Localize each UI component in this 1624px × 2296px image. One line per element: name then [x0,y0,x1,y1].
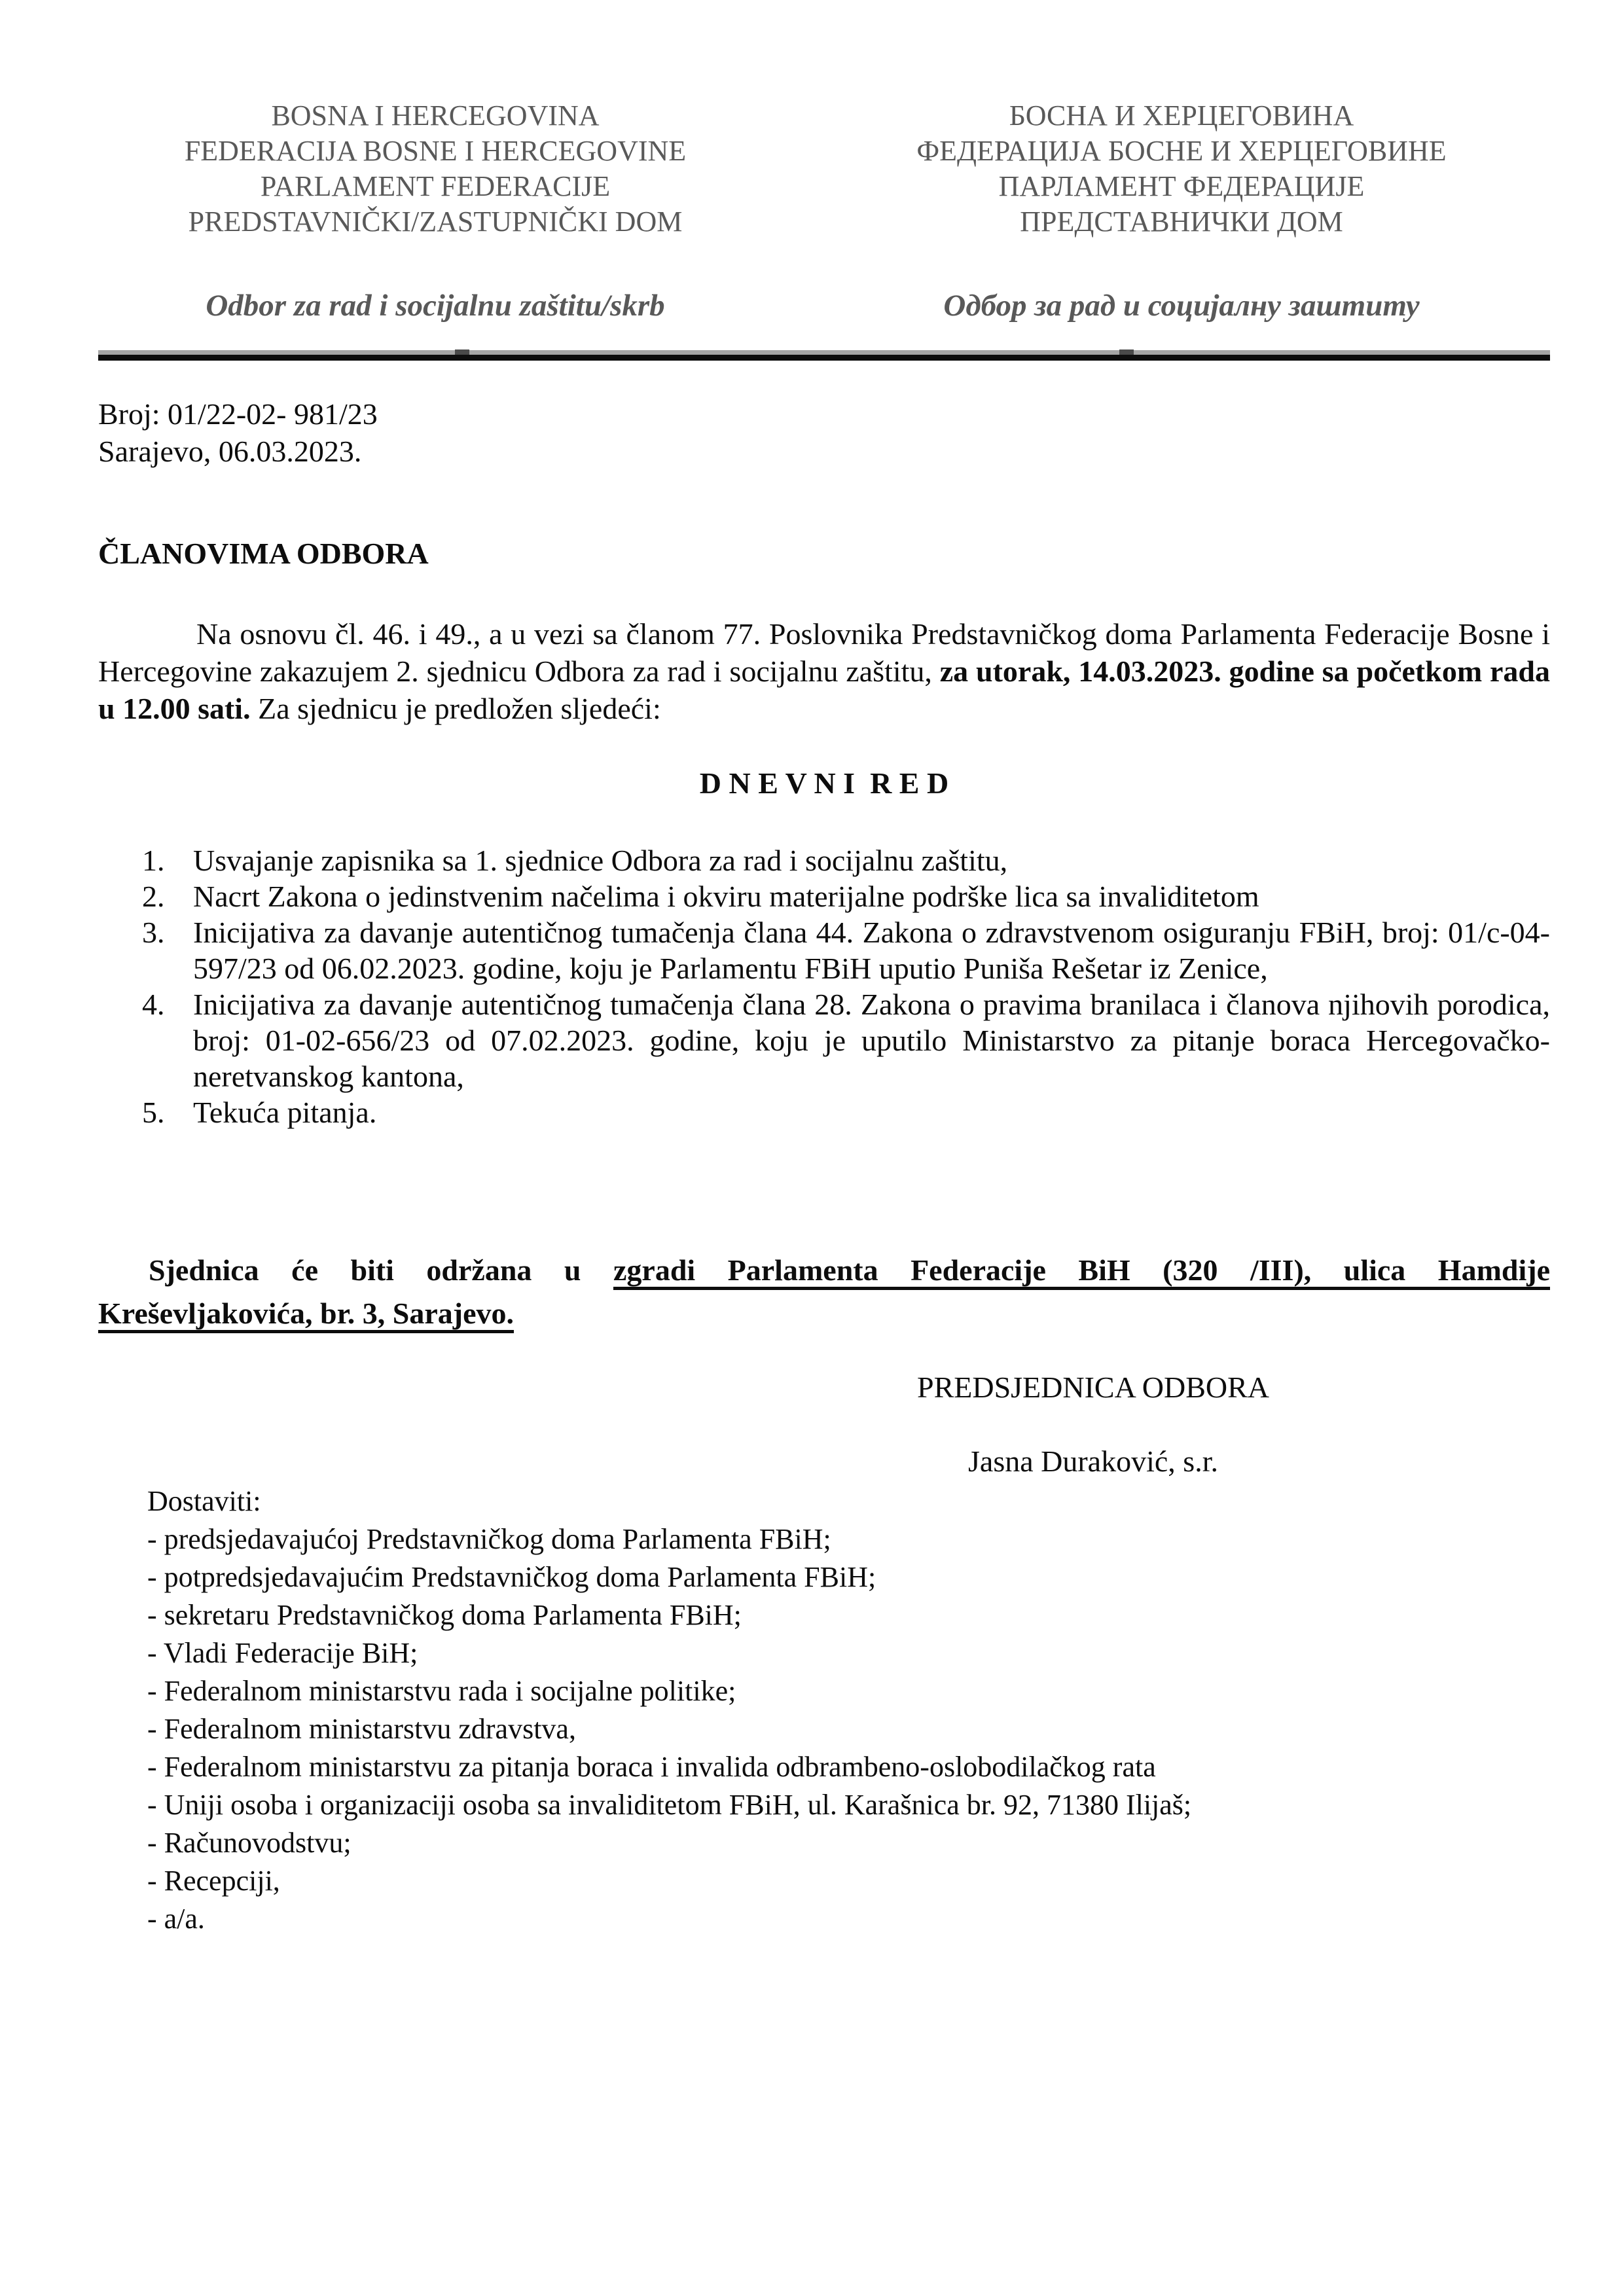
signature-role: PREDSJEDNICA ODBORA [916,1371,1270,1404]
reference-block [98,395,378,470]
distribution-item: - Federalnom ministarstvu rada i socijalne politike; [147,1675,736,1707]
distribution-item: - Federalnom ministarstvu zdravstva, [147,1713,576,1745]
agenda-item [98,986,1550,1094]
distribution-list [147,1482,1191,1938]
committee-name-latin: Odbor za rad i socijalnu zaštitu/skrb [206,289,665,323]
separator-rule-black-band [98,355,1550,361]
distribution-item: - sekretaru Predstavničkog doma Parlamenta FBiH; [147,1599,742,1631]
intro-text-end: Za sjednicu je predložen sljedeći: [250,692,661,725]
org-line-country-cyrillic: БОСНА И ХЕРЦЕГОВИНА [1009,99,1354,132]
distribution-item: - Uniji osoba i organizaciji osoba sa invaliditetom FBiH, ul. Karašnica br. 92, 71380 Ilijaš; [147,1789,1192,1821]
agenda-item-text: Nacrt Zakona o jedinstvenim načelima i okviru materijalne podrške lica sa invaliditetom [193,880,1259,913]
venue-text-start: Sjednica će biti održana u [149,1253,613,1287]
agenda-list [98,842,1550,1130]
agenda-item-number: 1. [142,844,165,877]
distribution-heading: Dostaviti: [147,1485,261,1517]
org-line-house-cyrillic: ПРЕДСТАВНИЧКИ ДОМ [1020,206,1343,238]
venue-text-underlined-1: zgradi Parlamenta Federacije BiH (320 /III), ulica Hamdije [613,1253,1550,1287]
agenda-item-text: Inicijativa za davanje autentičnog tumačenja člana 28. Zakona o pravima branilaca i članova njihovih porodica, broj: 01-02-656/23 od 07.02.2023. godine, koju je uputilo Ministarstvo za pitanje boraca Hercegovačko-neretvanskog kantona, [193,988,1550,1093]
org-line-parliament-cyrillic: ПАРЛАМЕНТ ФЕДЕРАЦИЈЕ [998,170,1365,202]
letterhead [98,98,1519,240]
agenda-item-text: Inicijativa za davanje autentičnog tumačenja člana 44. Zakona o zdravstvenom osiguranju FBiH, broj: 01/c-04-597/23 od 06.02.2023. godine, koju je Parlamentu FBiH uputio Puniša Rešetar iz Zenice, [193,916,1550,985]
rule-nub-left [455,350,469,355]
signature-name: Jasna Duraković, s.r. [968,1444,1218,1478]
agenda-item [98,842,1550,878]
distribution-item: - Federalnom ministarstvu za pitanja boraca i invalida odbrambeno-oslobodilačkog rata [147,1751,1156,1783]
venue-line-2 [98,1292,1550,1335]
venue-notice [98,1249,1550,1335]
separator-rule [98,350,1550,361]
distribution-item: - potpredsjedavajućim Predstavničkog doma Parlamenta FBiH; [147,1561,876,1593]
org-line-federation-cyrillic: ФЕДЕРАЦИЈА БОСНЕ И ХЕРЦЕГОВИНЕ [916,135,1447,167]
agenda-item [98,914,1550,986]
agenda-item-text: Tekuća pitanja. [193,1096,377,1129]
agenda-item-number: 5. [142,1096,165,1129]
addressee-heading: ČLANOVIMA ODBORA [98,537,429,570]
agenda-item-number: 4. [142,988,165,1021]
separator-rule-gray-band [98,350,1550,355]
intro-paragraph [98,615,1550,727]
agenda-title: D N E V N I R E D [699,766,949,800]
distribution-item: - a/a. [147,1903,205,1935]
intro-text-bold-date: za utorak, 14.03.2023. godine sa početkom rada u 12.00 sati. [98,655,1550,725]
agenda-item-number: 2. [142,880,165,913]
place-date: Sarajevo, 06.03.2023. [98,435,362,468]
ref-number: Broj: 01/22-02- 981/23 [98,397,378,431]
distribution-item: - Računovodstvu; [147,1827,352,1859]
agenda-item [98,878,1550,914]
agenda-item [98,1094,1550,1130]
venue-line-1 [98,1249,1550,1292]
committee-row [98,288,1519,323]
org-line-federation-latin: FEDERACIJA BOSNE I HERCEGOVINE [184,135,687,167]
letterhead-right [844,98,1519,240]
letterhead-left [98,98,772,240]
distribution-item: - Vladi Federacije BiH; [147,1637,418,1669]
intro-text-start: Na osnovu čl. 46. i 49., a u vezi sa članom 77. Poslovnika Predstavničkog doma Parlamenta Federacije Bosne i Hercegovine zakazujem 2. sjednicu Odbora za rad i socijalnu zaštitu, [98,617,1550,688]
org-line-house-latin: PREDSTAVNIČKI/ZASTUPNIČKI DOM [188,206,683,238]
org-line-parliament-latin: PARLAMENT FEDERACIJE [260,170,611,202]
agenda-item-number: 3. [142,916,165,949]
rule-nub-right [1119,350,1134,355]
venue-text-underlined-2: Kreševljakovića, br. 3, Sarajevo. [98,1297,514,1330]
distribution-item: - Recepciji, [147,1865,280,1897]
org-line-country-latin: BOSNA I HERCEGOVINA [271,99,600,132]
committee-name-cyrillic: Одбор за рад и социјалну заштиту [943,289,1420,323]
distribution-item: - predsjedavajućoj Predstavničkog doma Parlamenta FBiH; [147,1523,831,1555]
agenda-item-text: Usvajanje zapisnika sa 1. sjednice Odbora za rad i socijalnu zaštitu, [193,844,1008,877]
